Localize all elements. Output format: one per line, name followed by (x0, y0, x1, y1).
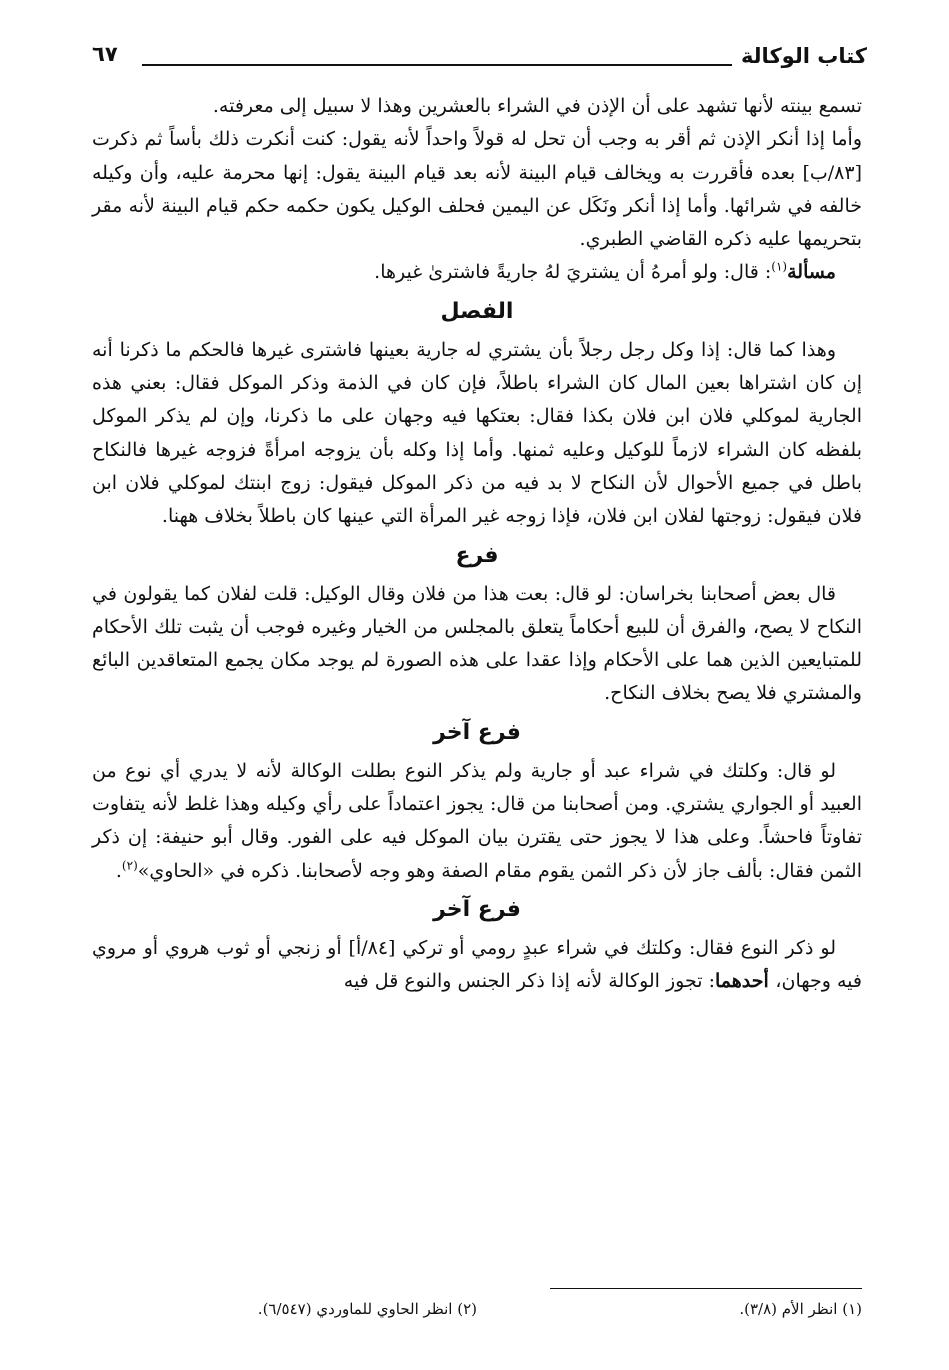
paragraph: وأما إذا أنكر الإذن ثم أقر به وجب أن تحل له قولاً واحداً لأنه يقول: كنت أنكرت ذلك بأساً ثم ذكرت [٨٣/ب] بعده فأقررت به ويخالف قيام البينة لأنه بعد قيام البينة يقول: إنها محرمة عليه، وأن وكيله خالفه في شرائها. وأما إذا أنكر ونَكَل عن اليمين فحلف الوكيل يكون حكمه حكم قيام البينة لأنه مقر بتحريمها عليه ذكره القاضي الطبري. (92, 128, 862, 251)
section-heading-far-akhar-2: فرع آخر (433, 896, 521, 922)
paragraph-text: لو ذكر النوع فقال: وكلتك في شراء عبدٍ رومي أو تركي [٨٤/أ] أو زنجي أو ثوب هروي أو مروي فيه وجهان، (92, 936, 862, 993)
section-heading-far: فرع (455, 542, 499, 568)
footnote-2: (٢) انظر الحاوي للماوردي (٦/٥٤٧). (257, 1300, 477, 1318)
paragraph-end: . (115, 859, 122, 882)
page-number: ٦٧ (92, 42, 118, 66)
masala-line (92, 256, 862, 289)
paragraph-text: لو قال: وكلتك في شراء عبد أو جارية ولم يذكر النوع بطلت الوكالة لأنه لا يدري أي نوع من العبيد أو الجواري يشتري. ومن أصحابنا من قال: يجوز اعتماداً على رأي وكيله وهذا غلط لأنه يتفاوت تفاوتاً فاحشاً. وعلى هذا لا يجوز حتى يقترن بيان الموكل فيه على الفور. وقال أبو حنيفة: إن ذكر الثمن فقال: بألف جاز لأن ذكر الثمن يقوم مقام الصفة وهو وجه لأصحابنا. ذكره في «الحاوي» (92, 759, 862, 882)
paragraph (92, 932, 862, 999)
page-header (92, 40, 867, 80)
main-text (92, 90, 862, 999)
paragraph-text-end: : تجوز الوكالة لأنه إذا ذكر الجنس والنوع قل فيه (343, 970, 715, 993)
footnote-marker: (١) (771, 260, 788, 275)
paragraph: وهذا كما قال: إذا وكل رجل رجلاً بأن يشتري له جارية بعينها فاشترى غيرها فالحكم ما ذكرنا أنه إن كان اشتراها بعين المال كان الشراء باطلاً، فإن كان في الذمة وذكر الموكل فقال: بعني هذه الجارية لموكلي فلان ابن فلان بكذا فقال: بعتكها فيه وجهان على ما ذكرنا، وإن لم يذكر الموكل بلفظه كان الشراء لازماً للوكيل وعليه ثمنها. وأما إذا وكله بأن يزوجه امرأةً فزوجه غيرها فالنكاح باطل في جميع الأحوال لأن النكاح لا بد فيه من ذكر الموكل فيقول: زوج ابنتك لموكلي فلان ابن فلان فيقول: زوجتها لفلان ابن فلان، فإذا زوجه غير المرأة التي عينها كان باطلاً بخلاف ههنا. (92, 338, 862, 528)
section-heading-fasl: الفصل (440, 298, 514, 324)
footnote-marker: (٢) (121, 858, 138, 873)
paragraph (92, 755, 862, 888)
section-heading-far-akhar: فرع آخر (433, 719, 521, 745)
footnote-rule (550, 1288, 862, 1289)
masala-text: : قال: ولو أمرهُ أن يشتريَ لهُ جاريةً فاشترىٰ غيرها. (374, 261, 772, 284)
bold-term: أحدهما (714, 970, 776, 993)
footnote-1: (١) انظر الأم (٣/٨). (739, 1300, 862, 1318)
paragraph-continuation: تسمع بينته لأنها تشهد على أن الإذن في الشراء بالعشرين وهذا لا سبيل إلى معرفته. (212, 95, 862, 117)
masala-label: مسألة (787, 261, 836, 284)
chapter-title: كتاب الوكالة (740, 44, 867, 68)
paragraph: قال بعض أصحابنا بخراسان: لو قال: بعت هذا من فلان وقال الوكيل: قلت لفلان كما يقولون في النكاح لا يصح، والفرق أن للبيع أحكاماً يتعلق بالمجلس من الخيار وغيره فوجب أن يثبت تلك الأحكام للمتبايعين الذين هما على الأحكام وإذا عقدا على هذه الصورة لم يوجد مكان يجمع المتعاقدين البائع والمشتري فلا يصح بخلاف النكاح. (92, 582, 862, 705)
footnotes (92, 1300, 862, 1330)
header-rule (142, 64, 732, 66)
